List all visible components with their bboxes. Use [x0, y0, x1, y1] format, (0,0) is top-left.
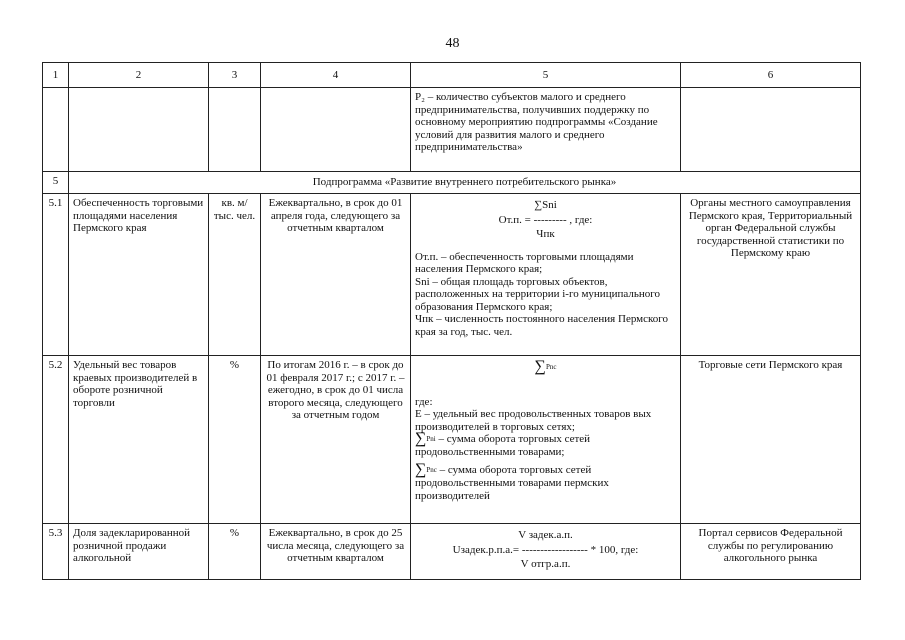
indicator-table: [42, 62, 861, 580]
indicator-name: Удельный вес товаров краевых производителей в обороте розничной торговли: [69, 356, 209, 524]
definition-line: Е – удельный вес продовольственных товаров вых производителей в торговых сетях;: [415, 408, 652, 433]
formula-sum: ∑$^{Pnc}$: [534, 358, 557, 376]
definition-line: Sni – общая площадь торговых объектов, расположенных на территории i-го муниципального образования Пермского края;: [415, 275, 660, 313]
formula-denominator: Чпк: [536, 228, 555, 240]
unit: %: [209, 356, 261, 524]
header-cell: 3: [209, 63, 261, 88]
header-cell: 2: [69, 63, 209, 88]
unit: %: [209, 524, 261, 580]
data-source: Портал сервисов Федеральной службы по регулированию алкогольного рынка: [681, 524, 861, 580]
table-row: [43, 524, 861, 580]
calculation-method: [411, 194, 681, 356]
table-row: [43, 194, 861, 356]
formula-main: Uзадек.р.п.а.= ------------------ * 100, где:: [452, 543, 639, 556]
indicator-name: Доля задекларированной розничной продажи алкогольной: [69, 524, 209, 580]
header-cell: 5: [411, 63, 681, 88]
section-row: [43, 172, 861, 194]
continuation-row: [43, 88, 861, 172]
formula-numerator: V задек.а.п.: [518, 529, 573, 541]
section-number: 5: [43, 172, 69, 194]
period: Ежеквартально, в срок до 01 апреля года, следующего за отчетным кварталом: [261, 194, 411, 356]
data-source: Торговые сети Пермского края: [681, 356, 861, 524]
calculation-method: [411, 524, 681, 580]
section-title: Подпрограмма «Развитие внутреннего потребительского рынка»: [69, 172, 861, 194]
period: По итогам 2016 г. – в срок до 01 февраля 2017 г.; с 2017 г. – ежегодно, в срок до 01 числа второго месяца, следующего за отчетным годом: [261, 356, 411, 524]
column-header-row: [43, 63, 861, 88]
header-cell: 4: [261, 63, 411, 88]
data-source: Органы местного самоуправления Пермского края, Территориальный орган Федеральной службы государственной статистики по Пермскому краю: [681, 194, 861, 356]
where-label: где:: [415, 395, 433, 408]
definition-line: Чпк – численность постоянного населения Пермского края за год, тыс. чел.: [415, 313, 669, 338]
table-row: [43, 356, 861, 524]
calculation-method: [411, 356, 681, 524]
formula-denominator: V отгр.а.п.: [520, 558, 571, 570]
indicator-name: Обеспеченность торговыми площадями населения Пермского края: [69, 194, 209, 356]
definition-line: От.п. – обеспеченность торговыми площадями населения Пермского края;: [415, 250, 634, 275]
row-number: 5.1: [43, 194, 69, 356]
formula-numerator: ∑Sni: [534, 199, 557, 211]
definition-line: ∑$^{Pni}$ – сумма оборота торговых сетей продовольственными товарами;: [415, 430, 591, 458]
row-number: 5.2: [43, 356, 69, 524]
header-cell: 1: [43, 63, 69, 88]
unit: кв. м/ тыс. чел.: [209, 194, 261, 356]
page-number: 48: [445, 36, 460, 51]
formula-main: От.п. = --------- , где:: [498, 213, 593, 226]
header-cell: 6: [681, 63, 861, 88]
definition-line: ∑$^{Pnc}$ – сумма оборота торговых сетей продовольственными товарами пермских производителей: [415, 461, 609, 502]
period: Ежеквартально, в срок до 25 числа месяца, следующего за отчетным кварталом: [261, 524, 411, 580]
continuation-text: Р₂ – количество субъектов малого и среднего предпринимательства, получивших поддержку по основному мероприятию подпрограммы «Создание условий для развития малого и среднего предпринимательства»: [411, 88, 681, 172]
row-number: 5.3: [43, 524, 69, 580]
